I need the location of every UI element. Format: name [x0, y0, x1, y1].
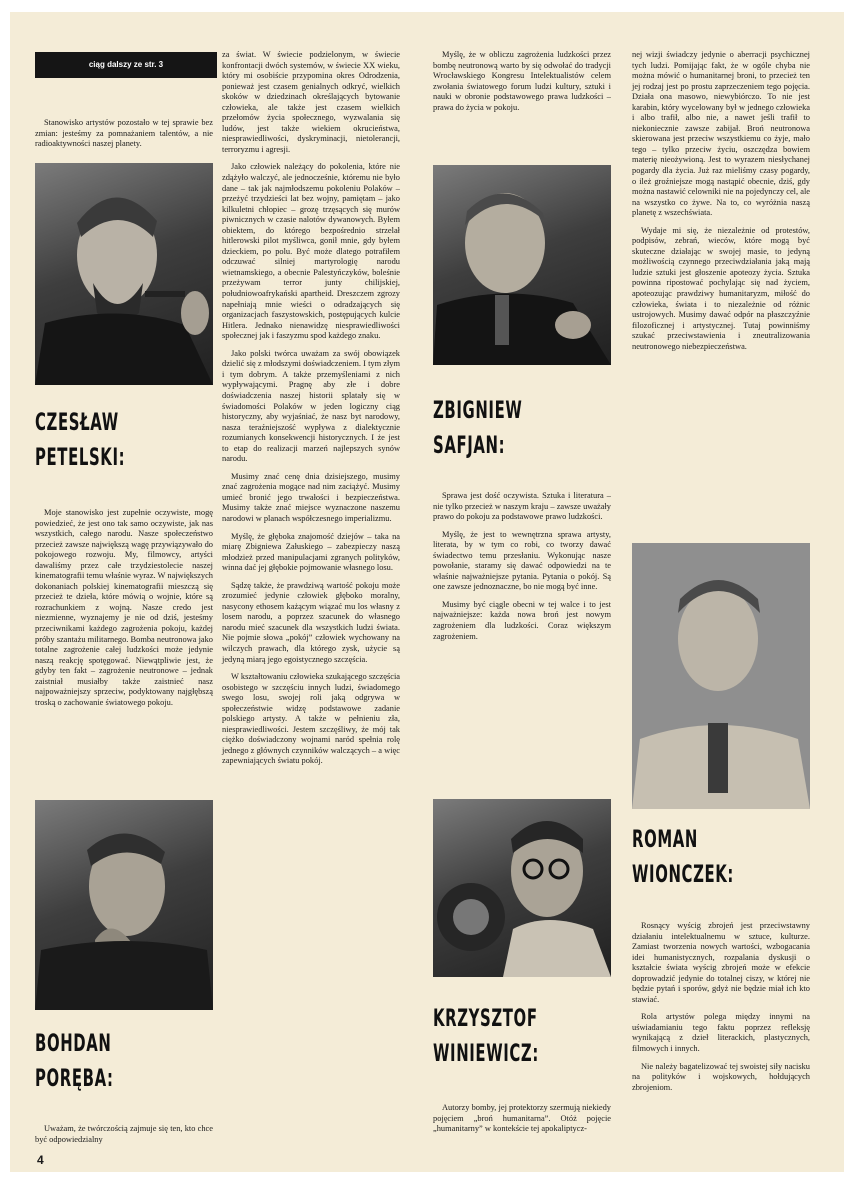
poreba-statement-end: [433, 50, 611, 120]
name-line: KRZYSZTOF: [433, 1004, 538, 1032]
portrait-photo-winiewicz: [433, 799, 611, 977]
paragraph: Rosnący wyścig zbrojeń jest przeciwstawny działaniu intelektualnemu w sztuce, kulturze. Zamiast tworzenia nowych wartości, wzbogacania idei humanistycznych, rozpalania dyskusji o kształcie świata wyścig zbrojeń może w efekcie doprowadzić jedynie do totalnej ciszy, w której nie będzie pytań i sporów, gdyż nie będzie miał ich kto stawiać.: [632, 921, 810, 1004]
paragraph: Sądzę także, że prawdziwą wartość pokoju może zrozumieć jedynie człowiek głęboko moralny, nasycony ethosem każącym wiązać mu los własny z losem narodu, a poprzez szacunek do własnego narodu mieć szacunek dla wszystkich ludzi świata. Nie pojmie słowa „pokój” człowiek wychowany na wilczych prawach, dla którego zysk, użycie są jedyną miarą jego egoistycznego szczęścia.: [222, 580, 400, 664]
name-line: CZESŁAW: [35, 408, 119, 436]
paragraph: Sprawa jest dość oczywista. Sztuka i literatura – nie tylko przecież w naszym kraju – zawsze uważały prawo do pokoju za podstawowe prawo ludzkości.: [433, 491, 611, 522]
portrait-photo-petelski: [35, 163, 213, 385]
poreba-statement-continued: [222, 50, 400, 774]
paragraph: W kształtowaniu człowieka szukającego szczęścia osobistego w szczęściu innych ludzi, świadomego swego losu, swojej roli jaką odgrywa w społeczeństwie widzę podstawowe zadanie polskiego artysty. A także w pełnieniu zła, niesprawiedliwości. Jestem szczęśliwy, że mój tak ciężko doświadczony wojnami naród spełnia rolę jednego z głównych czynników walczących – a więc zapewniających światu pokój.: [222, 672, 400, 766]
winiewicz-statement: [433, 1103, 611, 1142]
paragraph: nej wizji świadczy jedynie o aberracji psychicznej tych ludzi. Pomijając fakt, że w ogóle chyba nie można mówić o humanitarnej broni, to przecież ten jej rodzaj jest po prostu zaprzeczeniem tego pojęcia. Działa ona masowo, niewybiórczo. To nie jest karabin, który wycelowany był w jednego człowieka i albo trafił, albo nie, a nawet jeśli trafił to niekoniecznie zawsze zabijał. Broń neutronowa skierowana jest przeciw wszystkiemu co żyje, mało tego – tylko przeciw życiu, oszczędza bowiem materię nieożywioną. Jest to wyrazem niesłychanej pogardy dla życia. Już raz mieliśmy czasy pogardy, o ileż groźniejsze mogą nastąpić obecnie, dziś, gdy można nastawić celowniki nie na pojedynczy cel, ale na wszystko co żywe. Na to, co wyróżnia naszą planetę z wszechświata.: [632, 50, 810, 218]
name-line: PETELSKI:: [35, 443, 126, 471]
intro-text: [35, 118, 213, 157]
person-name-safjan: [433, 393, 522, 463]
person-name-poreba: [35, 1026, 114, 1096]
person-name-winiewicz: [433, 1001, 539, 1071]
continuation-header: ciąg dalszy ze str. 3: [35, 52, 217, 78]
name-line: PORĘBA:: [35, 1064, 114, 1092]
petelski-statement: [35, 508, 213, 715]
person-name-wionczek: [632, 822, 734, 892]
name-line: WIONCZEK:: [632, 860, 734, 888]
paragraph: Myślę, że głęboka znajomość dziejów – taka na miarę Zbigniewa Załuskiego – zabezpieczy naszą młodzież przed manipulacjami zgranych polityków, winna dać jej głębokie pojmowanie własnego losu.: [222, 531, 400, 573]
name-line: WINIEWICZ:: [433, 1039, 539, 1067]
paragraph: Jako polski twórca uważam za swój obowiązek dzielić się z młodszymi doświadczeniem. I tym złym i tym dobrym. A także przemyśleniami z nich wypływającymi. Pragnę aby złe i dobre doświadczenia naszej historii splatały się w świadomości Polaków w jeden logiczny ciąg historyczny, aby wyjaśniać, że nasz byt narodowy, nasza teraźniejszość wypływa z dialektycznie rozumianych konsekwencji historycznych. I że jest to etap do realizacji marzeń najlepszych synów narodu.: [222, 348, 400, 464]
paragraph: Myślę, że w obliczu zagrożenia ludzkości przez bombę neutronową warto by się odwołać do tradycji Wrocławskiego Kongresu Intelektualistów celem zwołania światowego forum ludzi kultury, sztuki i nauki w obronie podstawowego prawa ludzkości – prawa do życia w pokoju.: [433, 50, 611, 112]
paragraph: za świat. W świecie podzielonym, w świecie konfrontacji dwóch systemów, w świecie XX wieku, który mi osobiście przypomina okres Odrodzenia, ponieważ jest czasem genialnych odkryć, wielkich skoków w dziedzinach określających bytowanie człowieka, ale także jest czasem wielkich przełomów życia społecznego, wyzwalania się ludów, jest także wiekiem okrucieństwa, niesprawiedliwości, dyskryminacji, nietolerancji, terroryzmu i agresji.: [222, 50, 400, 154]
winiewicz-statement-continued: [632, 50, 810, 359]
paragraph: Nie należy bagatelizować tej swoistej siły nacisku na polityków i wojskowych, hołdujących zbrojeniom.: [632, 1061, 810, 1092]
paragraph: Autorzy bomby, jej protektorzy szermują niekiedy pojęciem „broń humanitarna”. Otóż pojęcie „humanitarny” w kontekście tej apokaliptycz-: [433, 1103, 611, 1134]
name-line: ROMAN: [632, 825, 698, 853]
paragraph: Musimy być ciągle obecni w tej walce i to jest najważniejsze: każda nowa broń jest nowym zagrożeniem dla ludzkości. Coraz większym zagrożeniem.: [433, 599, 611, 641]
paragraph: Musimy znać cenę dnia dzisiejszego, musimy znać zagrożenia mogące nad nim zaciążyć. Musimy umieć bronić jego trwałości i bezpieczeństwa. Musimy także znać miejsce wyznaczone naszemu narodowi w planach współczesnego imperializmu.: [222, 471, 400, 523]
paragraph: Rola artystów polega między innymi na uświadamianiu tego faktu poprzez refleksję wynikającą z dzieł literackich, plastycznych, filmowych i innych.: [632, 1012, 810, 1054]
poreba-statement: [35, 1124, 213, 1152]
portrait-photo-wionczek: [632, 543, 810, 809]
magazine-page: [10, 12, 844, 1172]
paragraph: Uważam, że twórczością zajmuje się ten, kto chce być odpowiedzialny: [35, 1124, 213, 1144]
portrait-photo-poreba: [35, 800, 213, 1010]
safjan-statement: [433, 491, 611, 649]
wionczek-statement: [632, 921, 810, 1100]
intro-paragraph: Stanowisko artystów pozostało w tej sprawie bez zmian: jesteśmy za pomnażaniem talentów, a nie radioaktywności naszej planety.: [35, 118, 213, 149]
paragraph: Jako człowiek należący do pokolenia, które nie zdążyło walczyć, ale jednocześnie, któremu nie było dane – tak jak najmłodszemu pokoleniu Polaków – przeżyć trzydzieści lat bez wojny, pamiętam – jako kilkuletni chłopiec – grozę trzęsących się murów piwnicznych w czasie nalotów dywanowych. Byłem obiektem, do którego bezpośrednio strzelał hitlerowski pilot myśliwca, gonił mnie, gdy byłem dzieckiem, po polu. Być może dlatego potrafiłem odczuwać silniej martyrologię narodu wietnamskiego, a obecnie Palestyńczyków, boleśnie przeżywam terror junty chilijskiej, południowoafrykański apartheid. Dreszczem zgrozy napełniają mnie wieści o odradzających się organizacjach faszystowskich, postępujących kulcie Hitlera. Jednako nienawidzę niesprawiedliwości społecznej jak i faszyzmu spod każdego znaku.: [222, 162, 400, 341]
portrait-photo-safjan: [433, 165, 611, 365]
paragraph: Moje stanowisko jest zupełnie oczywiste, mogę powiedzieć, że jest ono tak samo oczywiste, jak nas wszystkich, całego narodu. Nasze społeczeństwo przecież zawsze największą wagę przywiązywało do pokojowego rozwoju. My, filmowcy, artyści dawaliśmy przez całe trzydziestolecie naszej kinematografii temu właśnie wyraz. W największych dokonaniach polskiej kinematografii mieszczą się przecież te dzieła, które mówią o wojnie, które są rozrachunkiem z wojną. Nasze credo jest niezmienne, wyznajemy je nie od dziś, jesteśmy przeciwnikami każdego zagrożenia pokoju, każdej próby szantażu militarnego. Bomba neutronowa jako totalne zagrożenie całej ludzkości może jedynie naszą reakcję spotęgować. Niewątpliwie jest, że gdyby ten fakt – zagrożenie neutronowe – jednak zaistniał musiałby także zaistnieć nasz najpoważniejszy sprzeciw, podyktowany najgłębszą troską o zachowanie światowego pokoju.: [35, 508, 213, 707]
name-line: SAFJAN:: [433, 431, 506, 459]
paragraph: Wydaje mi się, że niezależnie od protestów, podpisów, zebrań, wieców, które mogą być skuteczne działając w swojej masie, to jedyną możliwością czynnego przeciwdziałania jaką mają ludzie sztuki jest głoszenie apoteozy życia. Sztuka powinna ripostować pochylając się nad życiem, apoteozując prawdziwy humanitaryzm, miłość do człowieka, świata i to niezależnie od różnic ustrojowych. Musimy dawać odpór na płaszczyźnie filozoficznej i artystycznej. Tutaj powinniśmy szukać przeciwstawienia i zneutralizowania neutronowego niebezpieczeństwa.: [632, 225, 810, 351]
name-line: BOHDAN: [35, 1029, 112, 1057]
name-line: ZBIGNIEW: [433, 396, 523, 424]
person-name-petelski: [35, 405, 125, 475]
page-number: 4: [37, 1153, 44, 1167]
paragraph: Myślę, że jest to wewnętrzna sprawa artysty, literata, by w tym co robi, co tworzy dawać świadectwo temu przesłaniu. Wykonując nasze powołanie, staramy się dawać odpowiedzi na te właśnie najważniejsze pytania. Pytania o pokój. Są one zawsze jednoznaczne, bo nie mogą być inne.: [433, 529, 611, 592]
